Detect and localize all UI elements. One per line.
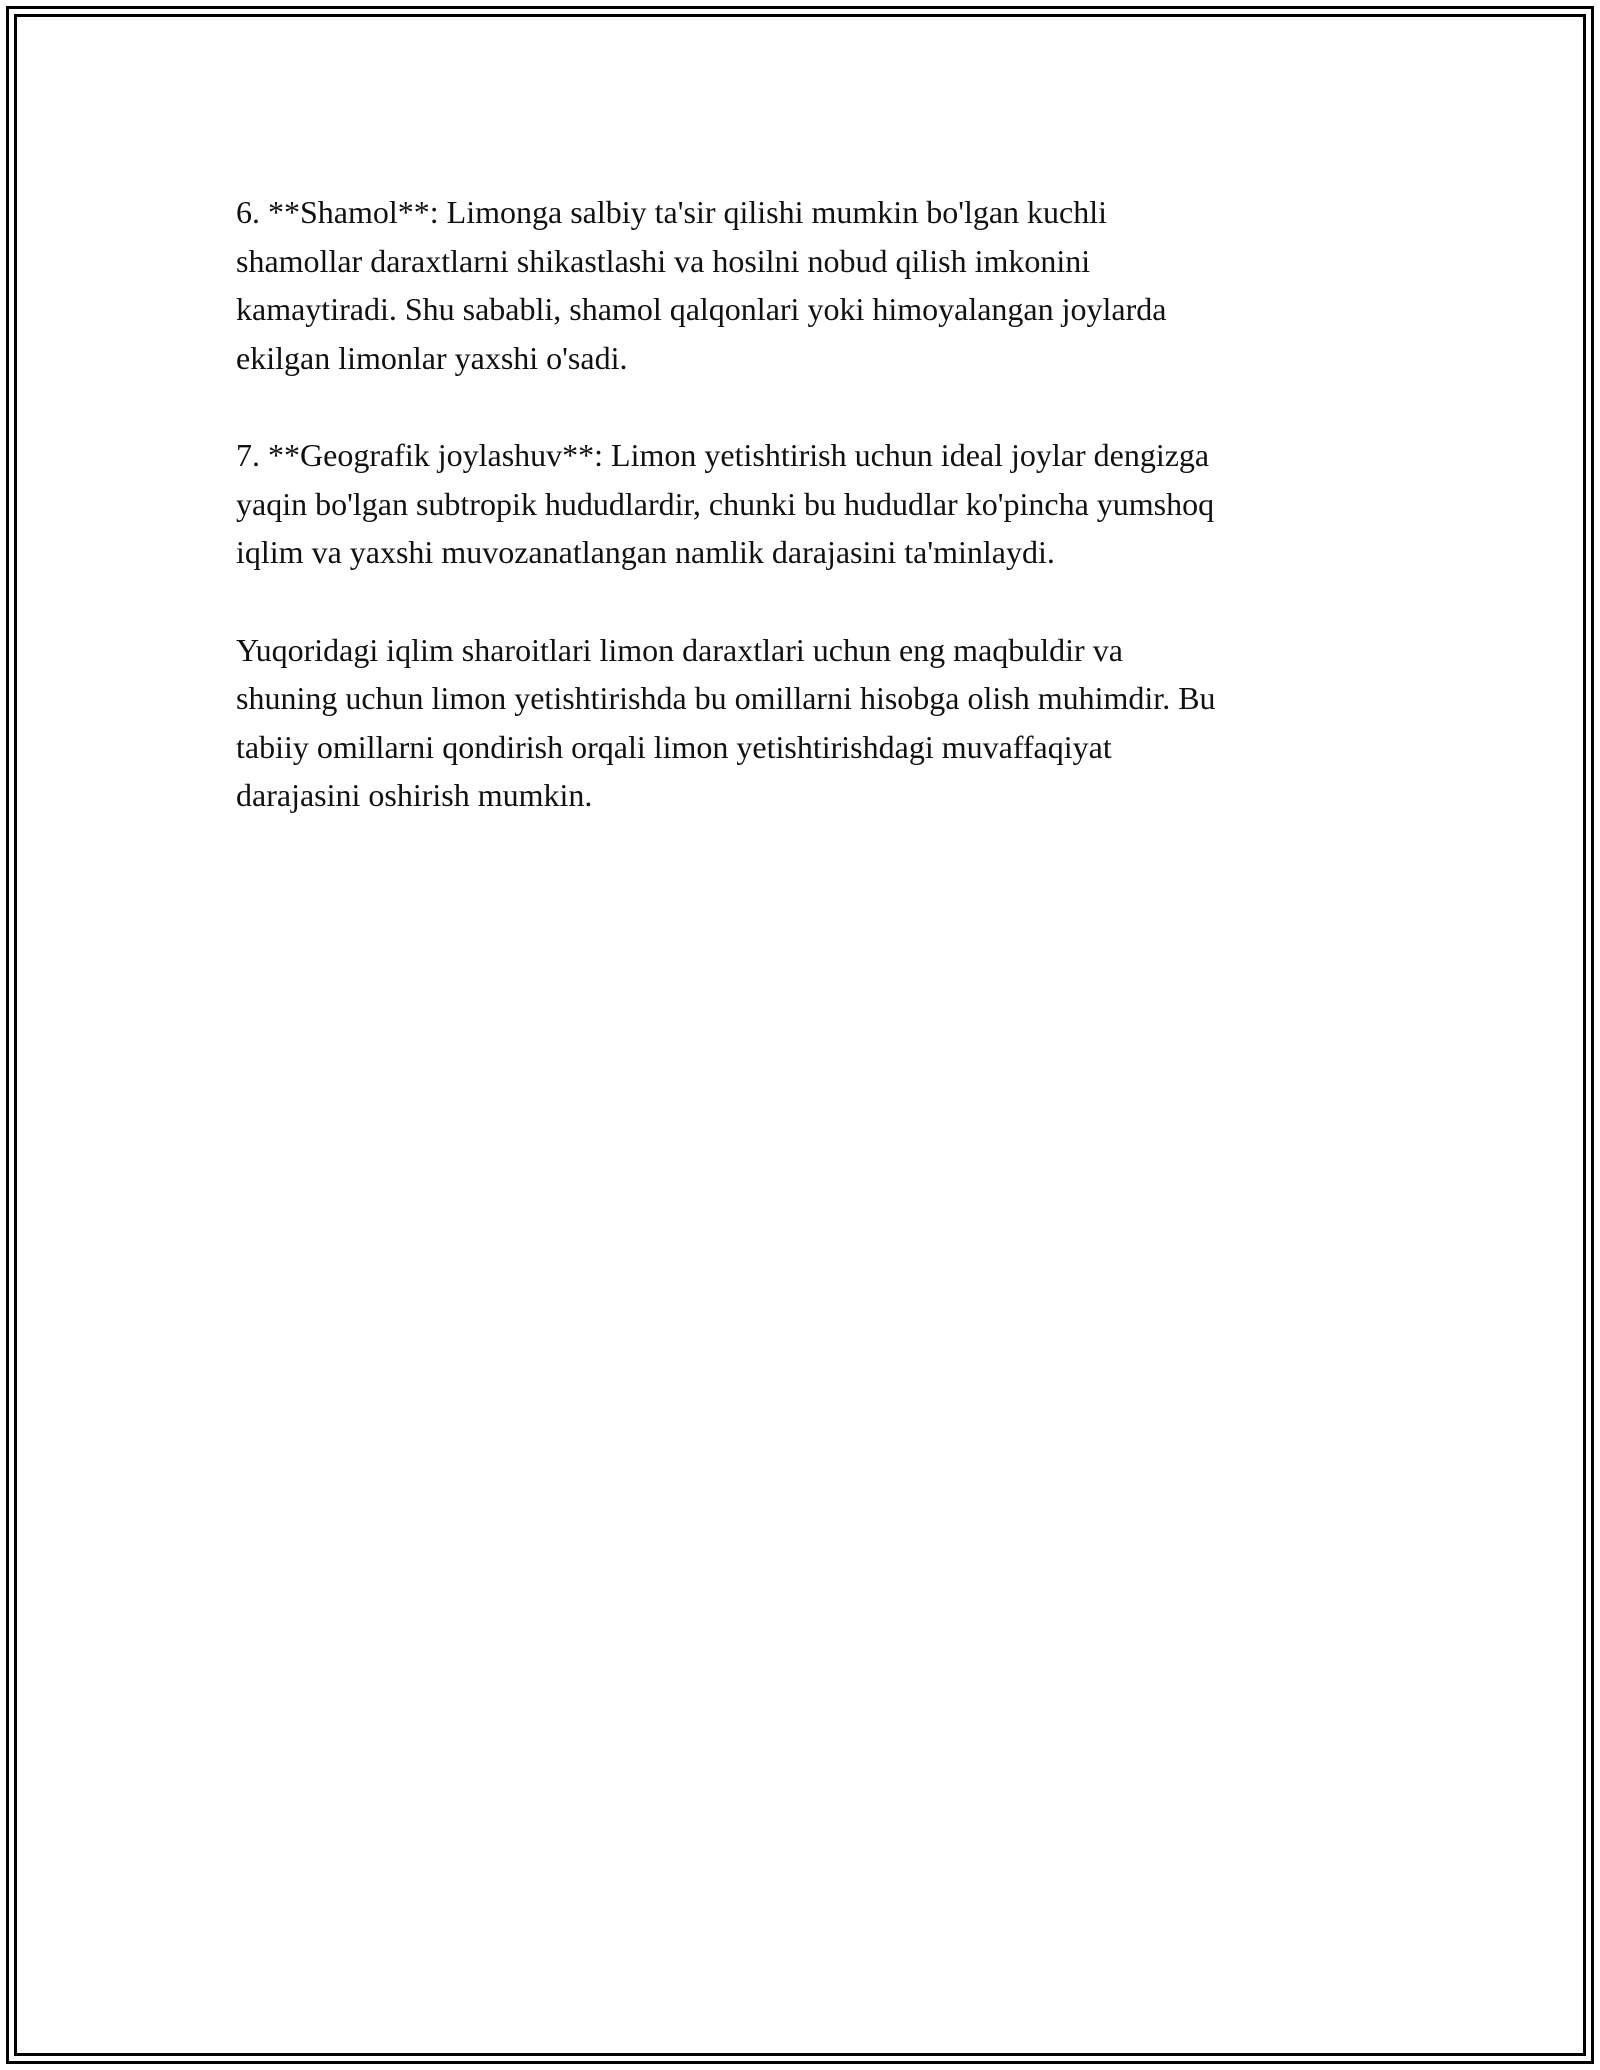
text-line: darajasini oshirish mumkin. <box>236 777 593 813</box>
text-line: Yuqoridagi iqlim sharoitlari limon daraxtlari uchun eng maqbuldir va <box>236 631 1123 668</box>
text-line: 6. **Shamol**: Limonga salbiy ta'sir qilishi mumkin bo'lgan kuchli <box>236 194 1108 230</box>
text-line: tabiiy omillarni qondirish orqali limon yetishtirishdagi muvaffaqiyat <box>236 728 1112 765</box>
text-line: ekilgan limonlar yaxshi o'sadi. <box>236 339 628 376</box>
text-line: yaqin bo'lgan subtropik hududlardir, chunki bu hududlar ko'pincha yumshoq <box>236 485 1215 522</box>
text-line: iqlim va yaxshi muvozanatlangan namlik darajasini ta'minlaydi. <box>236 534 1055 570</box>
text-line: shuning uchun limon yetishtirishda bu omillarni hisobga olish muhimdir. Bu <box>236 680 1216 716</box>
text-line: shamollar daraxtlarni shikastlashi va hosilni nobud qilish imkonini <box>236 242 1091 279</box>
document-body <box>236 188 1376 869</box>
paragraph-shamol <box>236 188 1376 382</box>
text-line: 7. **Geografik joylashuv**: Limon yetishtirish uchun ideal joylar dengizga <box>236 437 1210 473</box>
text-line: kamaytiradi. Shu sababli, shamol qalqonlari yoki himoyalangan joylarda <box>236 291 1167 327</box>
paragraph-conclusion <box>236 626 1376 820</box>
paragraph-geografik-joylashuv <box>236 431 1376 577</box>
